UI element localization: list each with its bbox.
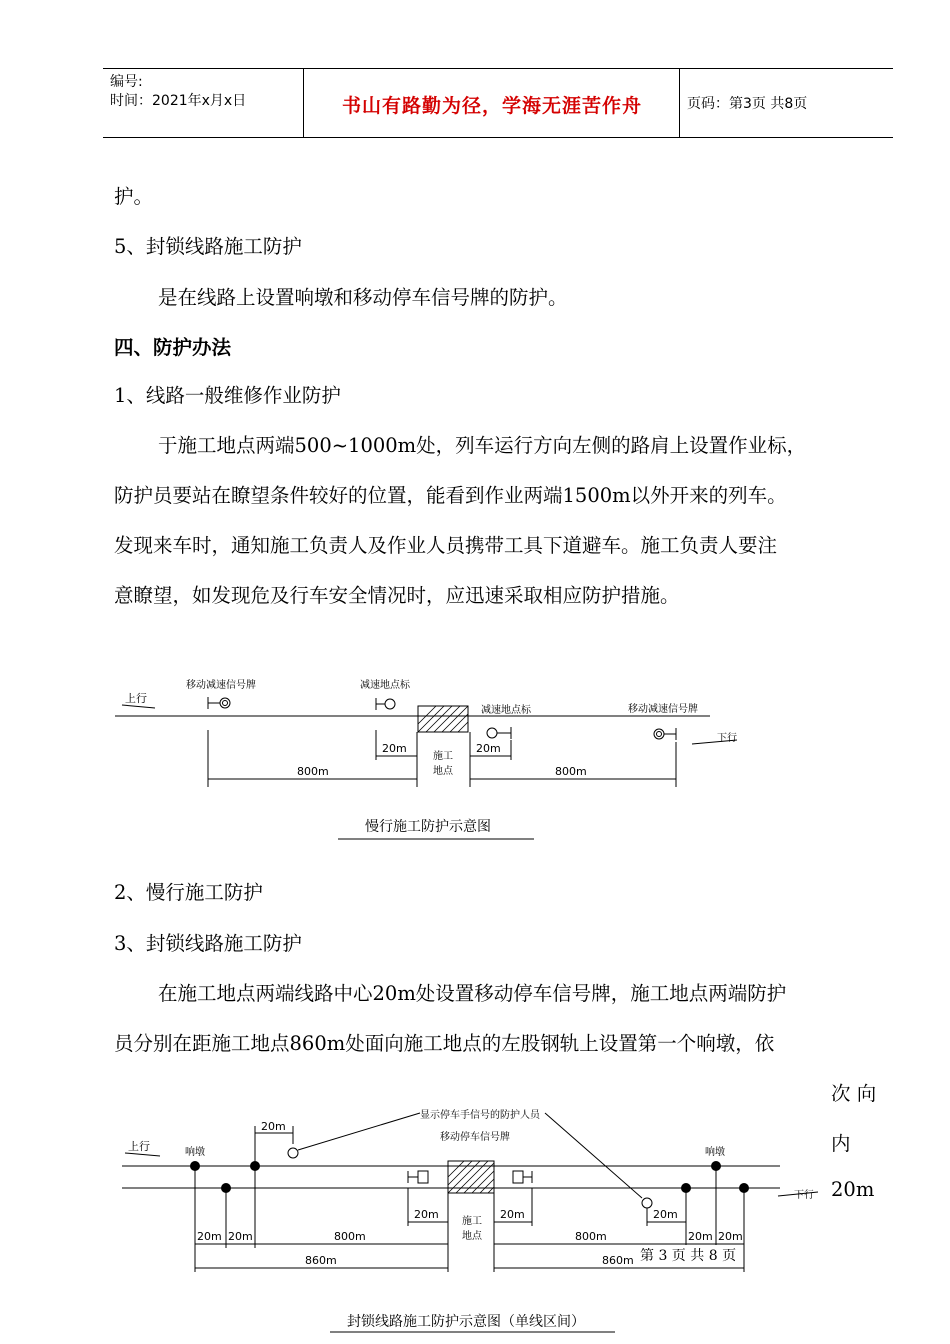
paragraph-line: 防护员要站在瞭望条件较好的位置，能看到作业两端1500m以外开来的列车。: [114, 484, 787, 507]
item3-title: 3、封锁线路施工防护: [114, 932, 302, 955]
dim-label: 800m: [334, 1230, 366, 1243]
stop-sign-label: 移动停车信号牌: [440, 1132, 510, 1143]
closure-construction-diagram: [0, 1100, 950, 1344]
torpedo-dot: [681, 1183, 691, 1193]
number-label: 编号:: [110, 74, 143, 90]
slow-mark-label: 减速地点标: [481, 705, 531, 716]
site-label: 地点: [433, 766, 453, 777]
slow-mark-label: 减速地点标: [360, 680, 410, 691]
dim-label: 800m: [555, 765, 587, 778]
dim-label: 20m: [718, 1230, 743, 1243]
slow-construction-diagram: [0, 660, 950, 850]
item2-title: 2、慢行施工防护: [114, 881, 263, 904]
dim-label: 20m: [197, 1230, 222, 1243]
paragraph-line: 于施工地点两端500~1000m处，列车运行方向左侧的路肩上设置作业标，: [158, 434, 807, 457]
paragraph-line: 发现来车时，通知施工负责人及作业人员携带工具下道避车。施工负责人要注: [114, 534, 778, 557]
dim-label: 860m: [602, 1254, 634, 1267]
time-label: 时间：2021年x月x日: [110, 93, 247, 109]
header-divider: [303, 69, 304, 137]
item5-title: 5、封锁线路施工防护: [114, 235, 302, 258]
site-label: 施工: [433, 751, 453, 762]
dim-label: 20m: [688, 1230, 713, 1243]
dim-label: 20m: [653, 1208, 678, 1221]
torpedo-dot: [250, 1161, 260, 1171]
dim-label: 20m: [382, 742, 407, 755]
up-label: 上行: [128, 1140, 150, 1153]
paragraph-line: 在施工地点两端线路中心20m处设置移动停车信号牌，施工地点两端防护: [158, 982, 787, 1005]
torpedo-dot: [221, 1183, 231, 1193]
diagram-caption: 封锁线路施工防护示意图（单线区间）: [347, 1314, 585, 1330]
dim-label: 860m: [305, 1254, 337, 1267]
item1-title: 1、线路一般维修作业防护: [114, 384, 341, 407]
dim-label: 20m: [261, 1120, 286, 1133]
side-text: 内: [831, 1132, 851, 1155]
torpedo-dot: [190, 1161, 200, 1171]
guard-label: 显示停车手信号的防护人员: [420, 1110, 540, 1121]
dim-label: 20m: [500, 1208, 525, 1221]
paragraph-line: 意瞭望，如发现危及行车安全情况时，应迅速采取相应防护措施。: [114, 584, 680, 607]
section4-title: 四、防护办法: [114, 336, 232, 359]
direction-mark: [125, 1153, 160, 1156]
side-text: 20m: [831, 1178, 875, 1201]
diagram-caption: 慢行施工防护示意图: [365, 819, 491, 835]
site-label: 施工: [462, 1216, 482, 1227]
direction-mark: [122, 705, 155, 708]
up-label: 上行: [125, 692, 147, 705]
torpedo-dot: [711, 1161, 721, 1171]
header-divider: [679, 69, 680, 137]
dim-label: 800m: [297, 765, 329, 778]
dim-label: 20m: [414, 1208, 439, 1221]
side-text: 次 向: [831, 1082, 877, 1105]
down-label: 下行: [794, 1190, 814, 1201]
mobile-sign-label: 移动减速信号牌: [628, 704, 698, 715]
header-page-label: 页码：第3页 共8页: [687, 96, 808, 112]
header-motto: 书山有路勤为径，学海无涯苦作舟: [341, 95, 642, 117]
torpedo-label: 响墩: [705, 1147, 725, 1158]
dim-label: 800m: [575, 1230, 607, 1243]
site-label: 地点: [462, 1231, 482, 1242]
footer-page-number: 第 3 页 共 8 页: [640, 1245, 736, 1265]
page-header: [103, 68, 893, 138]
item5-text: 是在线路上设置响墩和移动停车信号牌的防护。: [158, 286, 568, 309]
torpedo-dot: [739, 1183, 749, 1193]
dim-label: 20m: [476, 742, 501, 755]
torpedo-label: 响墩: [185, 1147, 205, 1158]
paragraph-line: 员分别在距施工地点860m处面向施工地点的左股钢轨上设置第一个响墩，依: [114, 1032, 775, 1055]
text-line: 护。: [114, 185, 154, 208]
dim-label: 20m: [228, 1230, 253, 1243]
mobile-sign-label: 移动减速信号牌: [186, 680, 256, 691]
down-label: 下行: [717, 733, 737, 744]
header-meta: [110, 73, 246, 111]
